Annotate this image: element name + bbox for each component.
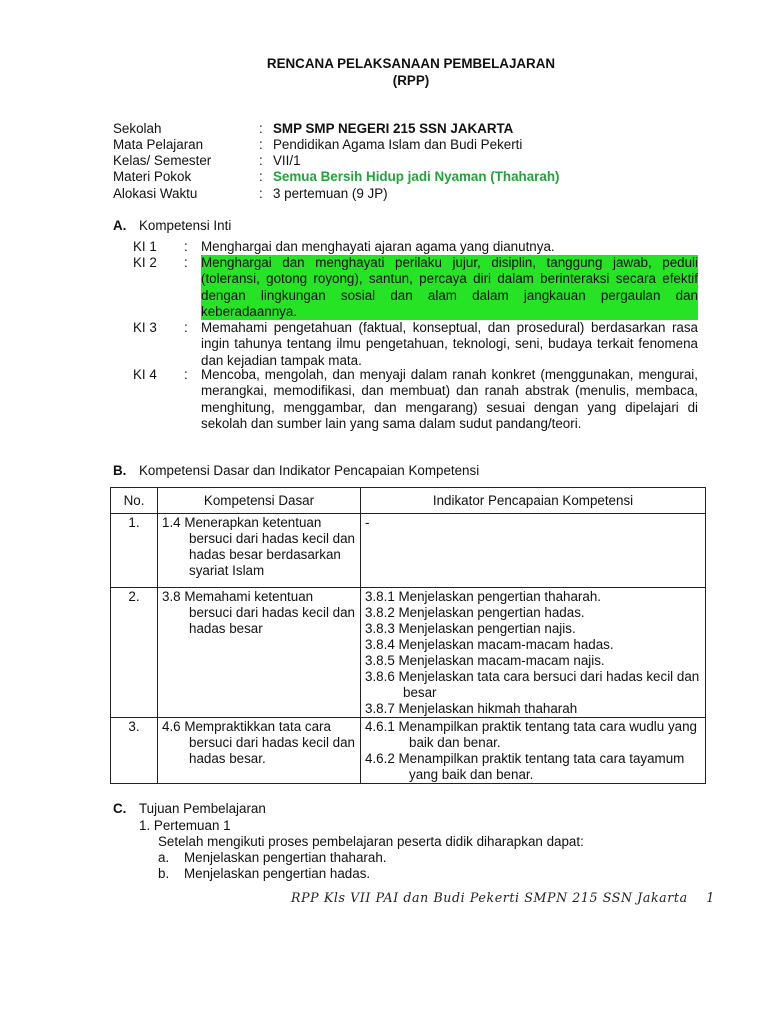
indicator-item: - <box>365 515 370 530</box>
row-kd: 4.6 Mempraktikkan tata cara bersuci dari hadas kecil dan hadas besar. <box>162 719 355 766</box>
identity-value-materi: Semua Bersih Hidup jadi Nyaman (Thaharah) <box>273 169 560 184</box>
row-kd-cell <box>158 588 361 718</box>
row-indicator-cell <box>361 588 706 718</box>
goal-marker: b. <box>158 866 170 881</box>
indicator-item: 4.6.2 Menampilkan praktik tentang tata cara tayamum yang baik dan benar. <box>365 751 685 782</box>
row-no: 2. <box>111 588 158 718</box>
table-header-row <box>111 488 706 514</box>
row-no: 3. <box>111 718 158 784</box>
ki-colon: : <box>184 255 188 270</box>
indicator-item: 3.8.6 Menjelaskan tata cara bersuci dari hadas kecil dan besar <box>365 669 700 700</box>
table-row <box>111 588 706 718</box>
row-kd-cell <box>158 514 361 588</box>
section-b-letter: B. <box>113 463 127 478</box>
ki-text: Memahami pengetahuan (faktual, konseptual, dan prosedural) berdasarkan rasa ingin tahunya tentang ilmu pengetahuan, teknologi, seni, budaya terkait fenomena dan kejadian tampak mata. <box>201 320 698 368</box>
identity-colon: : <box>259 153 263 168</box>
identity-label-alokasi: Alokasi Waktu <box>113 186 198 201</box>
section-c-title: Tujuan Pembelajaran <box>139 801 266 816</box>
section-c-letter: C. <box>113 801 127 816</box>
identity-colon: : <box>259 186 263 201</box>
identity-label-materi: Materi Pokok <box>113 169 192 184</box>
identity-value-mapel: Pendidikan Agama Islam dan Budi Pekerti <box>273 137 523 152</box>
section-a-title: Kompetensi Inti <box>139 218 232 233</box>
header-kd: Kompetensi Dasar <box>158 488 361 514</box>
ki-label: KI 1 <box>133 239 157 254</box>
page-number: 1 <box>706 890 715 905</box>
table-row <box>111 514 706 588</box>
goal-text: Menjelaskan pengertian thaharah. <box>184 850 387 865</box>
header-indicator: Indikator Pencapaian Kompetensi <box>361 488 706 514</box>
section-a-letter: A. <box>113 218 127 233</box>
meeting-heading: 1. Pertemuan 1 <box>139 818 231 833</box>
goal-marker: a. <box>158 850 170 865</box>
identity-label-kelas: Kelas/ Semester <box>113 153 212 168</box>
ki-text-highlighted: Menghargai dan menghayati perilaku jujur, disiplin, tanggung jawab, peduli (toleransi, gotong royong), santun, percaya diri dalam berinteraksi secara efektif dengan lingkungan sosial dan alam dalam jangkauan pergaulan dan keberadaannya. <box>201 255 698 320</box>
identity-colon: : <box>259 121 263 136</box>
section-b-title: Kompetensi Dasar dan Indikator Pencapaian Kompetensi <box>139 463 480 478</box>
ki-colon: : <box>184 367 188 382</box>
indicator-item: 4.6.1 Menampilkan praktik tentang tata cara wudlu yang baik dan benar. <box>365 719 697 750</box>
identity-colon: : <box>259 169 263 184</box>
indicator-item: 3.8.7 Menjelaskan hikmah thaharah <box>365 701 578 716</box>
goals-intro: Setelah mengikuti proses pembelajaran peserta didik diharapkan dapat: <box>158 834 584 849</box>
goal-text: Menjelaskan pengertian hadas. <box>184 866 371 881</box>
doc-subtitle: (RPP) <box>392 73 430 88</box>
row-kd: 1.4 Menerapkan ketentuan bersuci dari hadas kecil dan hadas besar berdasarkan syariat Islam <box>162 515 355 578</box>
footer-text: RPP Kls VII PAI dan Budi Pekerti SMPN 215 SSN Jakarta <box>291 890 688 905</box>
doc-title: RENCANA PELAKSANAAN PEMBELAJARAN <box>266 56 556 71</box>
indicator-item: 3.8.1 Menjelaskan pengertian thaharah. <box>365 589 601 604</box>
indicator-item: 3.8.4 Menjelaskan macam-macam hadas. <box>365 637 614 652</box>
indicator-item: 3.8.2 Menjelaskan pengertian hadas. <box>365 605 585 620</box>
ki-colon: : <box>184 239 188 254</box>
table-row <box>111 718 706 784</box>
ki-text: Menghargai dan menghayati ajaran agama yang dianutnya. <box>201 239 555 254</box>
row-indicator-cell <box>361 514 706 588</box>
identity-value-kelas: VII/1 <box>273 153 301 168</box>
row-kd: 3.8 Memahami ketentuan bersuci dari hadas kecil dan hadas besar <box>162 589 355 636</box>
identity-colon: : <box>259 137 263 152</box>
row-kd-cell <box>158 718 361 784</box>
ki-label: KI 4 <box>133 367 157 382</box>
competency-table <box>110 487 706 784</box>
identity-value-sekolah: SMP SMP NEGERI 215 SSN JAKARTA <box>273 121 514 136</box>
ki-label: KI 2 <box>133 255 157 270</box>
ki-colon: : <box>184 320 188 335</box>
row-no: 1. <box>111 514 158 588</box>
ki-label: KI 3 <box>133 320 157 335</box>
identity-label-sekolah: Sekolah <box>113 121 162 136</box>
indicator-item: 3.8.5 Menjelaskan macam-macam najis. <box>365 653 605 668</box>
ki-text: Mencoba, mengolah, dan menyaji dalam ranah konkret (menggunakan, mengurai, merangkai, memodifikasi, dan membuat) dan ranah abstrak (menulis, membaca, menghitung, menggambar, dan mengarang) sesuai dengan yang dipelajari di sekolah dan sumber lain yang sama dalam sudut pandang/teori. <box>201 367 698 432</box>
indicator-item: 3.8.3 Menjelaskan pengertian najis. <box>365 621 576 636</box>
identity-value-alokasi: 3 pertemuan (9 JP) <box>273 186 388 201</box>
header-no: No. <box>111 488 158 514</box>
page-footer <box>291 890 715 905</box>
identity-label-mapel: Mata Pelajaran <box>113 137 204 152</box>
row-indicator-cell <box>361 718 706 784</box>
